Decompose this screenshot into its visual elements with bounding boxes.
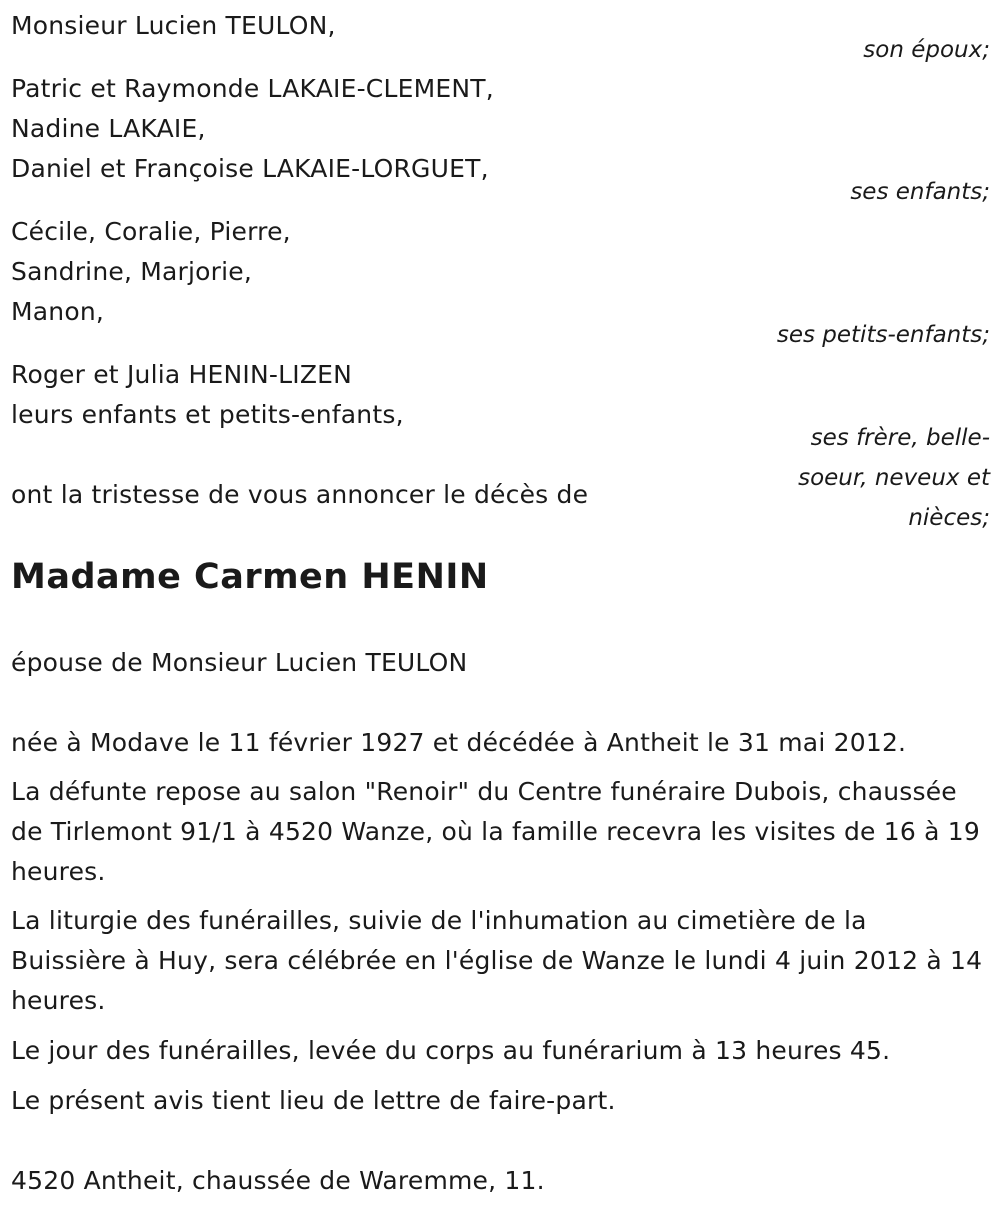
spouse-name: Monsieur Lucien TEULON, <box>11 11 336 40</box>
grandchild-line: Cécile, Coralie, Pierre, <box>11 217 291 246</box>
spouse-of-text: épouse de Monsieur Lucien TEULON <box>11 648 468 677</box>
announcement-text: ont la tristesse de vous annoncer le décès de <box>11 480 589 509</box>
grandchild-line: Manon, <box>11 297 105 326</box>
rest-paragraph: La défunte repose au salon "Renoir" du Centre funéraire Dubois, chaussée de Tirlemont 91/1 à 4520 Wanze, où la famille recevra les visites de 16 à 19 heures. <box>11 777 981 886</box>
siblings-role: ses frère, belle-soeur, neveux et nièces; <box>798 425 990 531</box>
address-text: 4520 Antheit, chaussée de Waremme, 11. <box>11 1166 545 1195</box>
child-line: Daniel et Françoise LAKAIE-LORGUET, <box>11 154 489 183</box>
sibling-line: Roger et Julia HENIN-LIZEN <box>11 360 353 389</box>
birth-death-text: née à Modave le 11 février 1927 et décédée à Antheit le 31 mai 2012. <box>11 728 907 757</box>
deceased-name: Madame Carmen HENIN <box>11 557 489 597</box>
notice-text: Le présent avis tient lieu de lettre de faire-part. <box>11 1086 616 1115</box>
child-line: Nadine LAKAIE, <box>11 114 206 143</box>
children-role: ses enfants; <box>850 179 990 205</box>
grandchild-line: Sandrine, Marjorie, <box>11 257 253 286</box>
spouse-role: son époux; <box>863 37 990 63</box>
liturgy-paragraph: La liturgie des funérailles, suivie de l'inhumation au cimetière de la Buissière à Huy, sera célébrée en l'église de Wanze le lundi 4 juin 2012 à 14 heures. <box>11 906 983 1015</box>
sibling-line: leurs enfants et petits-enfants, <box>11 400 404 429</box>
child-line: Patric et Raymonde LAKAIE-CLEMENT, <box>11 74 494 103</box>
grandchildren-role: ses petits-enfants; <box>776 322 990 348</box>
departure-text: Le jour des funérailles, levée du corps au funérarium à 13 heures 45. <box>11 1036 891 1065</box>
